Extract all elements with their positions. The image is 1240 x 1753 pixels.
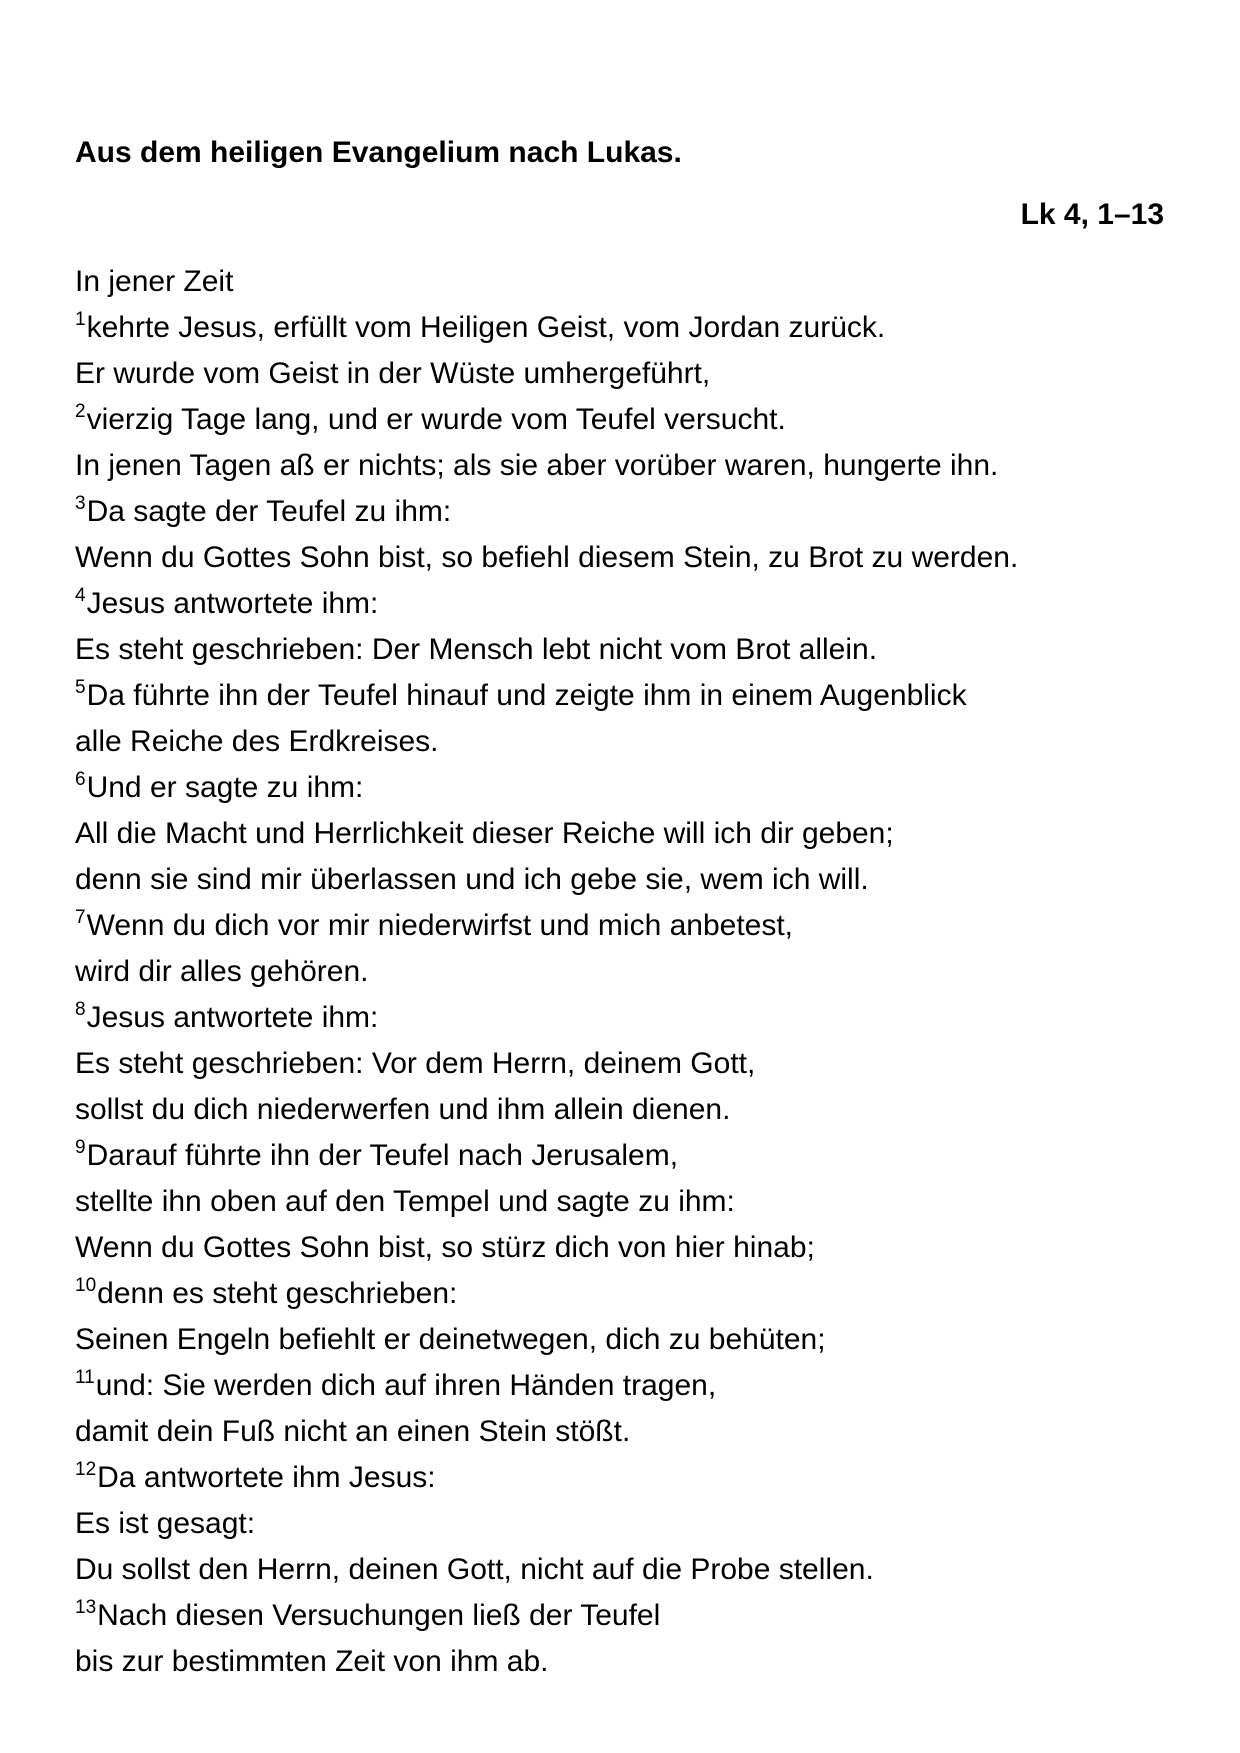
text-line [75,489,1175,535]
text-line [75,1087,1175,1133]
verse-number: 3 [75,493,86,514]
line-text: Seinen Engeln befiehlt er deinetwegen, dich zu behüten; [75,1323,826,1356]
text-line [75,949,1175,995]
text-line [75,1409,1175,1455]
verse-number: 13 [75,1597,97,1618]
text-line [75,397,1175,443]
text-line [75,305,1175,351]
text-line [75,259,1175,305]
line-text: Jesus antwortete ihm: [86,1001,379,1034]
text-line [75,1501,1175,1547]
verse-number: 4 [75,585,86,606]
verse-number: 9 [75,1137,86,1158]
line-text: wird dir alles gehören. [75,955,369,988]
line-text: kehrte Jesus, erfüllt vom Heiligen Geist, vom Jordan zurück. [86,311,886,344]
gospel-heading: Aus dem heiligen Evangelium nach Lukas. [75,136,682,169]
text-line [75,1317,1175,1363]
verse-number: 6 [75,769,86,790]
line-text: denn es steht geschrieben: [97,1277,458,1310]
text-line [75,1547,1175,1593]
text-line [75,857,1175,903]
line-text: stellte ihn oben auf den Tempel und sagte zu ihm: [75,1185,735,1218]
text-line [75,581,1175,627]
line-text: Wenn du Gottes Sohn bist, so stürz dich von hier hinab; [75,1231,815,1264]
text-line [75,673,1175,719]
text-line [75,1133,1175,1179]
text-line [75,443,1175,489]
line-text: Wenn du dich vor mir niederwirfst und mich anbetest, [86,909,794,942]
text-line [75,1225,1175,1271]
text-line [75,351,1175,397]
verse-number: 7 [75,907,86,928]
line-text: Da sagte der Teufel zu ihm: [86,495,452,528]
text-line [75,995,1175,1041]
verse-number: 12 [75,1459,97,1480]
text-line [75,1041,1175,1087]
line-text: Da führte ihn der Teufel hinauf und zeigte ihm in einem Augenblick [86,679,967,712]
line-text: und: Sie werden dich auf ihren Händen tragen, [95,1369,717,1402]
text-line [75,719,1175,765]
line-text: Es steht geschrieben: Der Mensch lebt nicht vom Brot allein. [75,633,878,666]
gospel-text [75,259,1175,1685]
line-text: sollst du dich niederwerfen und ihm allein dienen. [75,1093,731,1126]
text-line [75,811,1175,857]
text-line [75,1455,1175,1501]
verse-number: 10 [75,1275,97,1296]
line-text: Er wurde vom Geist in der Wüste umhergeführt, [75,357,711,390]
line-text: Und er sagte zu ihm: [86,771,364,804]
text-line [75,1639,1175,1685]
verse-number: 5 [75,677,86,698]
line-text: Jesus antwortete ihm: [86,587,379,620]
line-text: Wenn du Gottes Sohn bist, so befiehl diesem Stein, zu Brot zu werden. [75,541,1019,574]
line-text: damit dein Fuß nicht an einen Stein stößt. [75,1415,631,1448]
text-line [75,765,1175,811]
text-line [75,1593,1175,1639]
text-line [75,627,1175,673]
text-line [75,1271,1175,1317]
text-line [75,1363,1175,1409]
line-text: denn sie sind mir überlassen und ich gebe sie, wem ich will. [75,863,869,896]
text-line [75,903,1175,949]
scripture-reference: Lk 4, 1–13 [1020,198,1164,231]
text-line [75,1179,1175,1225]
line-text: In jenen Tagen aß er nichts; als sie aber vorüber waren, hungerte ihn. [75,449,999,482]
line-text: Es steht geschrieben: Vor dem Herrn, deinem Gott, [75,1047,756,1080]
line-text: All die Macht und Herrlichkeit dieser Reiche will ich dir geben; [75,817,894,850]
text-line [75,535,1175,581]
line-text: Darauf führte ihn der Teufel nach Jerusalem, [86,1139,679,1172]
line-text: Da antwortete ihm Jesus: [97,1461,436,1494]
verse-number: 1 [75,309,86,330]
verse-number: 11 [75,1367,95,1388]
line-text: bis zur bestimmten Zeit von ihm ab. [75,1645,549,1678]
verse-number: 2 [75,401,86,422]
line-text: Du sollst den Herrn, deinen Gott, nicht auf die Probe stellen. [75,1553,874,1586]
verse-number: 8 [75,999,86,1020]
line-text: Es ist gesagt: [75,1507,256,1540]
line-text: In jener Zeit [75,265,234,298]
line-text: Nach diesen Versuchungen ließ der Teufel [97,1599,661,1632]
line-text: vierzig Tage lang, und er wurde vom Teufel versucht. [86,403,786,436]
line-text: alle Reiche des Erdkreises. [75,725,439,758]
